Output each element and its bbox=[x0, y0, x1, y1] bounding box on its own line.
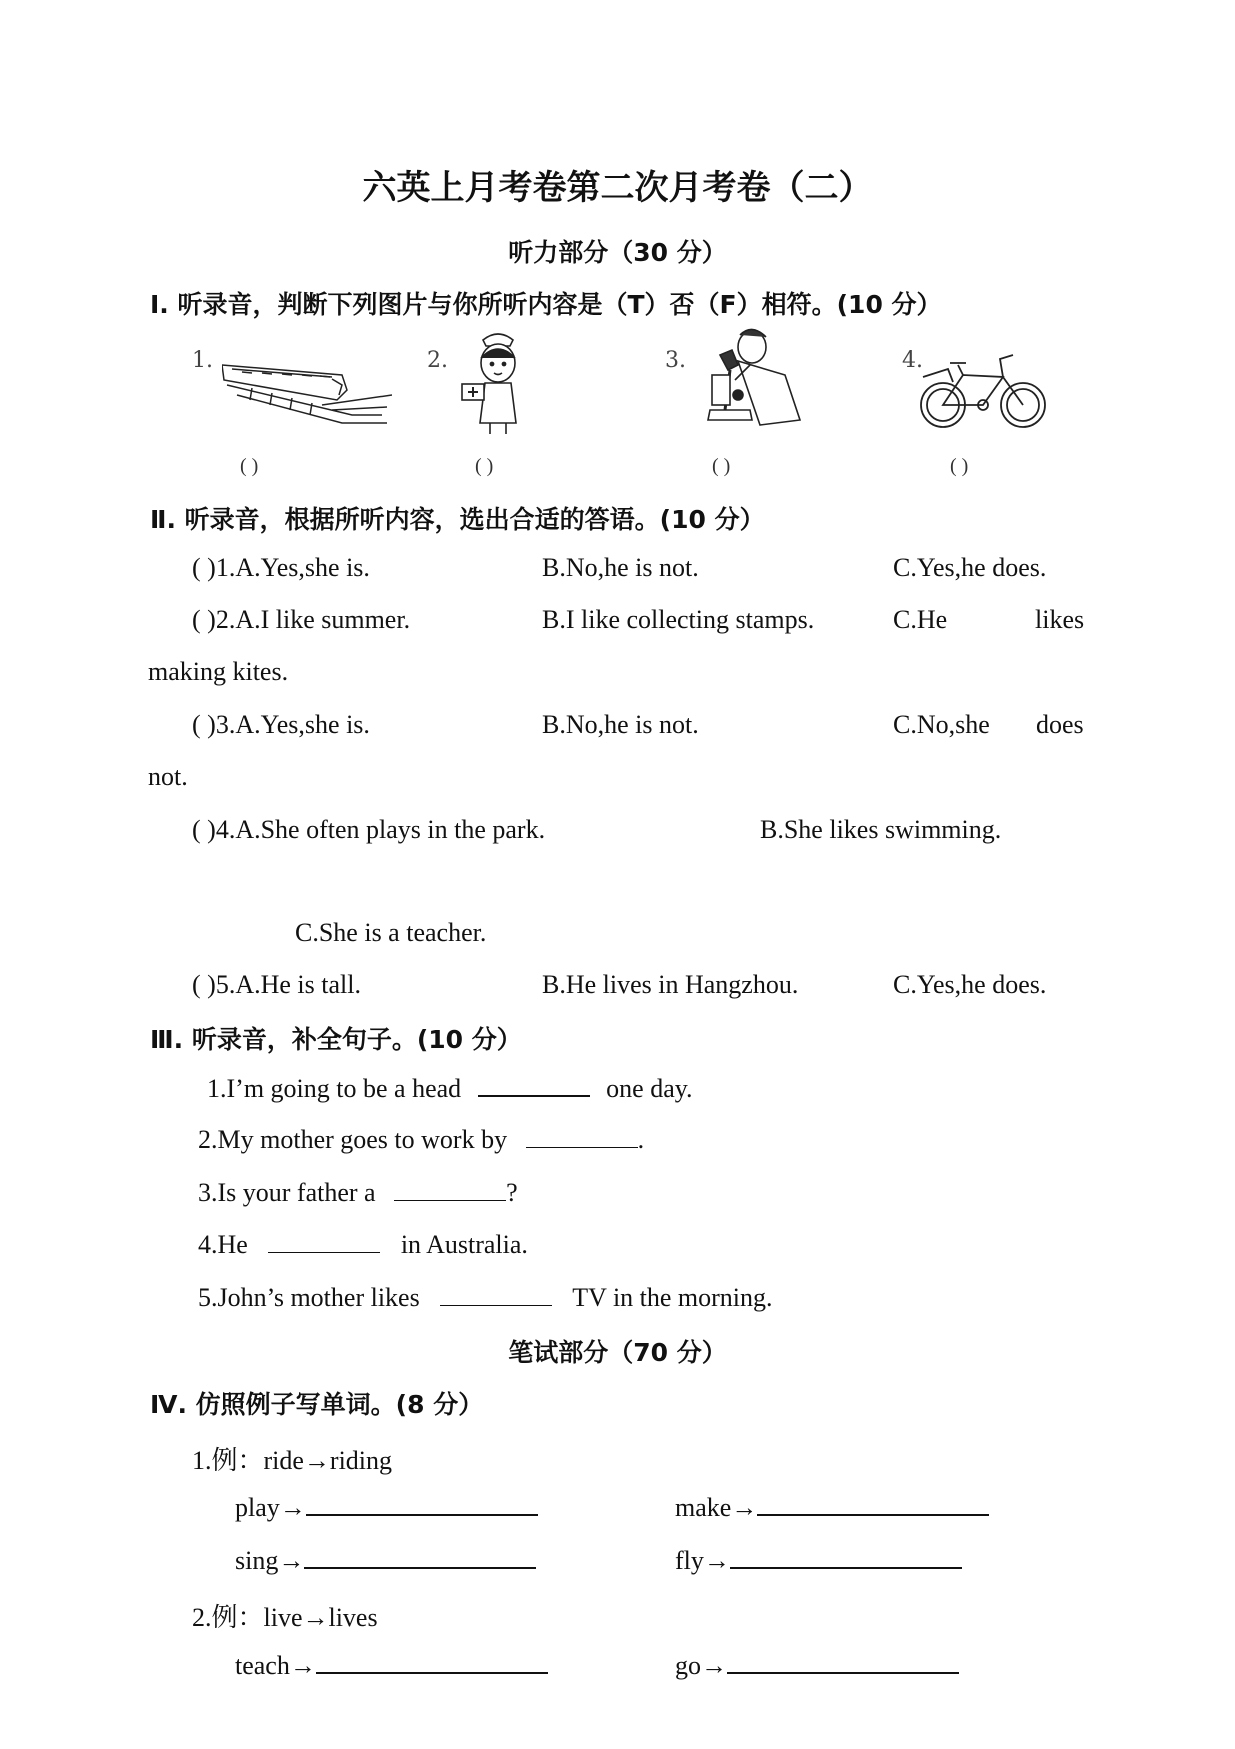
blank-5[interactable] bbox=[440, 1283, 552, 1306]
q4-option-b: B.She likes swimming. bbox=[760, 815, 1002, 844]
q3-continuation: not. bbox=[148, 762, 188, 791]
word-go: go→ bbox=[675, 1650, 959, 1681]
bicycle-icon bbox=[918, 347, 1048, 432]
example-1: 1.例：ride→riding bbox=[192, 1446, 393, 1475]
q5-option-b: B.He lives in Hangzhou. bbox=[542, 970, 799, 999]
word-teach: teach→ bbox=[235, 1650, 548, 1681]
q1-option-a: ( )1.A.Yes,she is. bbox=[192, 553, 370, 582]
sentence-3: 3.Is your father a ? bbox=[198, 1178, 518, 1207]
picture-number-3: 3. bbox=[665, 348, 686, 373]
q2-option-c: C.He bbox=[893, 605, 948, 634]
blank-play[interactable] bbox=[306, 1492, 538, 1516]
word-fly: fly→ bbox=[675, 1545, 962, 1576]
q4-option-a: ( )4.A.She often plays in the park. bbox=[192, 815, 546, 844]
q2-option-a: ( )2.A.I like summer. bbox=[192, 605, 411, 634]
picture-number-1: 1. bbox=[192, 348, 213, 373]
blank-1[interactable] bbox=[478, 1073, 590, 1097]
sentence-2: 2.My mother goes to work by . bbox=[198, 1125, 645, 1154]
word-play: play→ bbox=[235, 1492, 538, 1523]
answer-paren-4[interactable]: ( ) bbox=[950, 455, 969, 477]
q3-option-c: C.No,she bbox=[893, 710, 990, 739]
q1-option-b: B.No,he is not. bbox=[542, 553, 699, 582]
sentence-1: 1.I’m going to be a head one day. bbox=[207, 1074, 693, 1103]
blank-sing[interactable] bbox=[304, 1545, 536, 1569]
word-make: make→ bbox=[675, 1492, 989, 1523]
blank-make[interactable] bbox=[757, 1492, 989, 1516]
q5-option-c: C.Yes,he does. bbox=[893, 970, 1047, 999]
section-3-heading: Ⅲ. 听录音，补全句子。(10 分） bbox=[150, 1025, 522, 1054]
section-4-heading: Ⅳ. 仿照例子写单词。(8 分） bbox=[150, 1390, 484, 1419]
blank-go[interactable] bbox=[727, 1650, 959, 1674]
answer-paren-2[interactable]: ( ) bbox=[475, 455, 494, 477]
blank-fly[interactable] bbox=[730, 1545, 962, 1569]
q3-option-c-cont: does bbox=[1036, 710, 1084, 739]
section-2-heading: Ⅱ. 听录音，根据所听内容，选出合适的答语。(10 分） bbox=[150, 505, 765, 534]
blank-2[interactable] bbox=[526, 1125, 638, 1148]
q2-option-c-cont: likes bbox=[1035, 605, 1085, 634]
sentence-5: 5.John’s mother likes TV in the morning. bbox=[198, 1283, 773, 1312]
blank-3[interactable] bbox=[394, 1178, 506, 1201]
q3-option-b: B.No,he is not. bbox=[542, 710, 699, 739]
page-title: 六英上月考卷第二次月考卷（二） bbox=[362, 168, 873, 208]
q3-option-a: ( )3.A.Yes,she is. bbox=[192, 710, 370, 739]
q4-option-c: C.She is a teacher. bbox=[295, 918, 487, 947]
q2-continuation: making kites. bbox=[148, 657, 289, 686]
blank-4[interactable] bbox=[268, 1230, 380, 1253]
picture-number-2: 2. bbox=[427, 348, 448, 373]
train-icon bbox=[222, 355, 392, 425]
answer-paren-3[interactable]: ( ) bbox=[712, 455, 731, 477]
sentence-4: 4.He in Australia. bbox=[198, 1230, 528, 1259]
answer-paren-1[interactable]: ( ) bbox=[240, 455, 259, 477]
written-header: 笔试部分（70 分） bbox=[508, 1338, 727, 1367]
scientist-microscope-icon bbox=[690, 325, 805, 435]
word-sing: sing→ bbox=[235, 1545, 536, 1576]
nurse-icon bbox=[458, 328, 533, 438]
picture-number-4: 4. bbox=[902, 348, 923, 373]
example-2: 2.例：live→lives bbox=[192, 1603, 378, 1632]
blank-teach[interactable] bbox=[316, 1650, 548, 1674]
section-1-heading: Ⅰ. 听录音，判断下列图片与你所听内容是（T）否（F）相符。(10 分） bbox=[150, 290, 942, 319]
listening-header: 听力部分（30 分） bbox=[508, 238, 727, 267]
q2-option-b: B.I like collecting stamps. bbox=[542, 605, 815, 634]
q1-option-c: C.Yes,he does. bbox=[893, 553, 1047, 582]
q5-option-a: ( )5.A.He is tall. bbox=[192, 970, 361, 999]
